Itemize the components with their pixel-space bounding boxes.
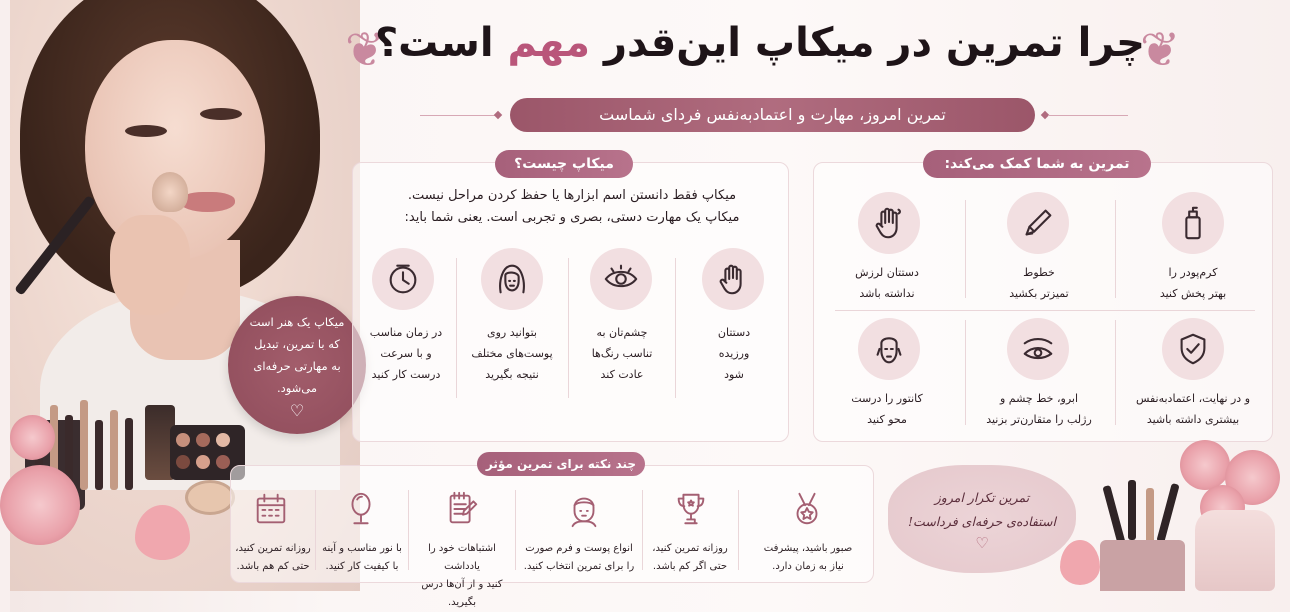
pencil-icon [1007, 192, 1069, 254]
rose-decoration [10, 415, 55, 460]
what-item [570, 322, 674, 385]
tip-item-line: با کیفیت کار کنید. [325, 561, 399, 572]
beauty-sponge [135, 505, 190, 560]
medal-icon [788, 490, 826, 532]
vase [1195, 510, 1275, 591]
quote-line: میکاپ یک هنر است [249, 314, 345, 329]
what-panel-heading: میکاپ چیست؟ [495, 150, 633, 178]
makeup-brush [1146, 488, 1154, 548]
makeup-brush [1128, 480, 1136, 540]
divider-dot [494, 111, 502, 119]
face-icon [565, 490, 603, 532]
makeup-brush [1102, 485, 1125, 545]
quote-line: به مهارتی حرفه‌ای [253, 358, 341, 373]
tips-panel-heading: چند نکته برای تمرین مؤثر [477, 452, 645, 476]
tip-item [232, 540, 314, 576]
laurel-left-icon: ❦ [345, 22, 386, 78]
heart-icon: ♡ [975, 534, 989, 552]
hand-icon [858, 192, 920, 254]
calendar-icon [252, 490, 290, 532]
help-item-line: کانتور را درست [851, 392, 923, 405]
help-item-line: کرم‌پودر را [1168, 266, 1218, 279]
title-part2: است؟ [374, 20, 494, 66]
eyebrow-eye-icon [1007, 318, 1069, 380]
title-part1: چرا تمرین در میکاپ این‌قدر [603, 20, 1145, 66]
divider [515, 490, 516, 570]
tip-item [317, 540, 407, 576]
tip-item-line: کنید و از آن‌ها درس بگیرید. [421, 579, 503, 608]
tip-item [410, 540, 514, 612]
what-item-line: و با سرعت [380, 347, 432, 360]
tip-item-line: روزانه تمرین کنید، [235, 543, 311, 554]
what-desc-line: میکاپ یک مهارت دستی، بصری و تجربی است. یعنی شما باید: [404, 210, 740, 225]
palm-icon [702, 248, 764, 310]
eye-shape [200, 108, 242, 120]
what-item-line: دستتان [717, 326, 751, 339]
makeup-brush [1156, 483, 1179, 543]
divider [1115, 320, 1116, 425]
what-desc-line: میکاپ فقط دانستن اسم ابزارها یا حفظ کردن مراحل نیست. [407, 188, 737, 203]
help-item-line: رژلب را متقارن‌تر بزنید [986, 413, 1092, 426]
help-item-line: ابرو، خط چشم و [999, 392, 1079, 405]
tip-item-line: را برای تمرین انتخاب کنید. [523, 561, 635, 572]
help-item [968, 388, 1110, 430]
what-item-line: شود [724, 368, 744, 381]
tip-item-line: حتی کم هم باشد. [236, 561, 310, 572]
beauty-sponge [1060, 540, 1100, 585]
help-item [1122, 388, 1264, 430]
divider [420, 115, 500, 116]
what-item [682, 322, 786, 385]
shield-check-icon [1162, 318, 1224, 380]
eye-icon [590, 248, 652, 310]
what-item-line: در زمان مناسب [369, 326, 443, 339]
help-item-line: و در نهایت، اعتمادبه‌نفس [1135, 392, 1251, 405]
title-highlight: مهم [507, 20, 591, 66]
clock-icon [372, 248, 434, 310]
notebook-icon [443, 490, 481, 532]
help-item-line: محو کنید [867, 413, 907, 426]
what-item-line: پوست‌های مختلف [471, 347, 553, 360]
lips-shape [180, 192, 235, 212]
face-contour-icon [858, 318, 920, 380]
what-item-line: درست کار کنید [371, 368, 441, 381]
tip-item-line: روزانه تمرین کنید، [652, 543, 728, 554]
rose-decoration [1180, 440, 1230, 490]
divider [568, 258, 569, 398]
what-item-line: بتوانید روی [486, 326, 537, 339]
hand-shape [110, 215, 190, 315]
help-panel-heading: تمرین به شما کمک می‌کند: [923, 150, 1151, 178]
bottom-quote-line: استفاده‌ی حرفه‌ای فرداست! [908, 514, 1056, 529]
help-item [824, 388, 950, 430]
divider [965, 320, 966, 425]
tip-item [644, 540, 736, 576]
divider [1048, 115, 1128, 116]
tip-item-line: صبور باشید، پیشرفت [763, 543, 853, 554]
tip-item-line: حتی اگر کم باشد. [652, 561, 728, 572]
help-item-line: تمیزتر بکشید [1009, 287, 1069, 300]
tip-item-line: نیاز به زمان دارد. [772, 561, 844, 572]
bottom-quote-line: تمرین تکرار امروز [934, 490, 1030, 505]
what-item [458, 322, 566, 385]
what-item-line: عادت کند [600, 368, 644, 381]
page-title [374, 20, 1145, 66]
help-item [824, 262, 950, 304]
tip-item-line: انواع پوست و فرم صورت [525, 543, 633, 554]
divider [965, 200, 966, 298]
help-item-line: بهتر پخش کنید [1159, 287, 1227, 300]
help-item-line: نداشته باشد [859, 287, 915, 300]
what-item-line: نتیجه بگیرید [485, 368, 539, 381]
subtitle-banner: تمرین امروز، مهارت و اعتمادبه‌نفس فردای شماست [510, 98, 1035, 132]
quote-circle [228, 296, 366, 434]
powder-compact [185, 480, 235, 515]
foundation-bottle-icon [1162, 192, 1224, 254]
laurel-right-icon: ❦ [1140, 22, 1181, 78]
tip-item [517, 540, 641, 576]
trophy-icon [672, 490, 710, 532]
what-item-line: چشم‌تان به [596, 326, 648, 339]
eye-shape [125, 125, 167, 137]
brush-cup [1100, 540, 1185, 591]
help-item [1130, 262, 1256, 304]
tip-item-line: اشتباهات خود را یادداشت [428, 543, 496, 572]
divider [408, 490, 409, 570]
rose-decoration [0, 465, 80, 545]
tip-item [748, 540, 868, 576]
woman-face-icon [481, 248, 543, 310]
heart-icon: ♡ [289, 400, 305, 420]
divider [835, 310, 1255, 311]
help-item-line: دستتان لرزش [855, 266, 919, 279]
help-item [976, 262, 1102, 304]
divider [315, 490, 316, 570]
quote-line: که با تمرین، تبدیل [254, 336, 340, 351]
divider [675, 258, 676, 398]
help-item-line: خطوط [1023, 266, 1055, 279]
help-item-line: بیشتری داشته باشید [1146, 413, 1240, 426]
divider [642, 490, 643, 570]
divider [738, 490, 739, 570]
bottom-quote [888, 465, 1076, 573]
quote-line: می‌شود. [276, 380, 318, 395]
mirror-icon [342, 490, 380, 532]
what-item-line: ورزیده [718, 347, 750, 360]
brush-head [152, 172, 188, 212]
divider [1115, 200, 1116, 298]
what-item [354, 322, 458, 385]
tip-item-line: با نور مناسب و آینه [322, 543, 402, 554]
what-item-line: تناسب رنگ‌ها [591, 347, 653, 360]
